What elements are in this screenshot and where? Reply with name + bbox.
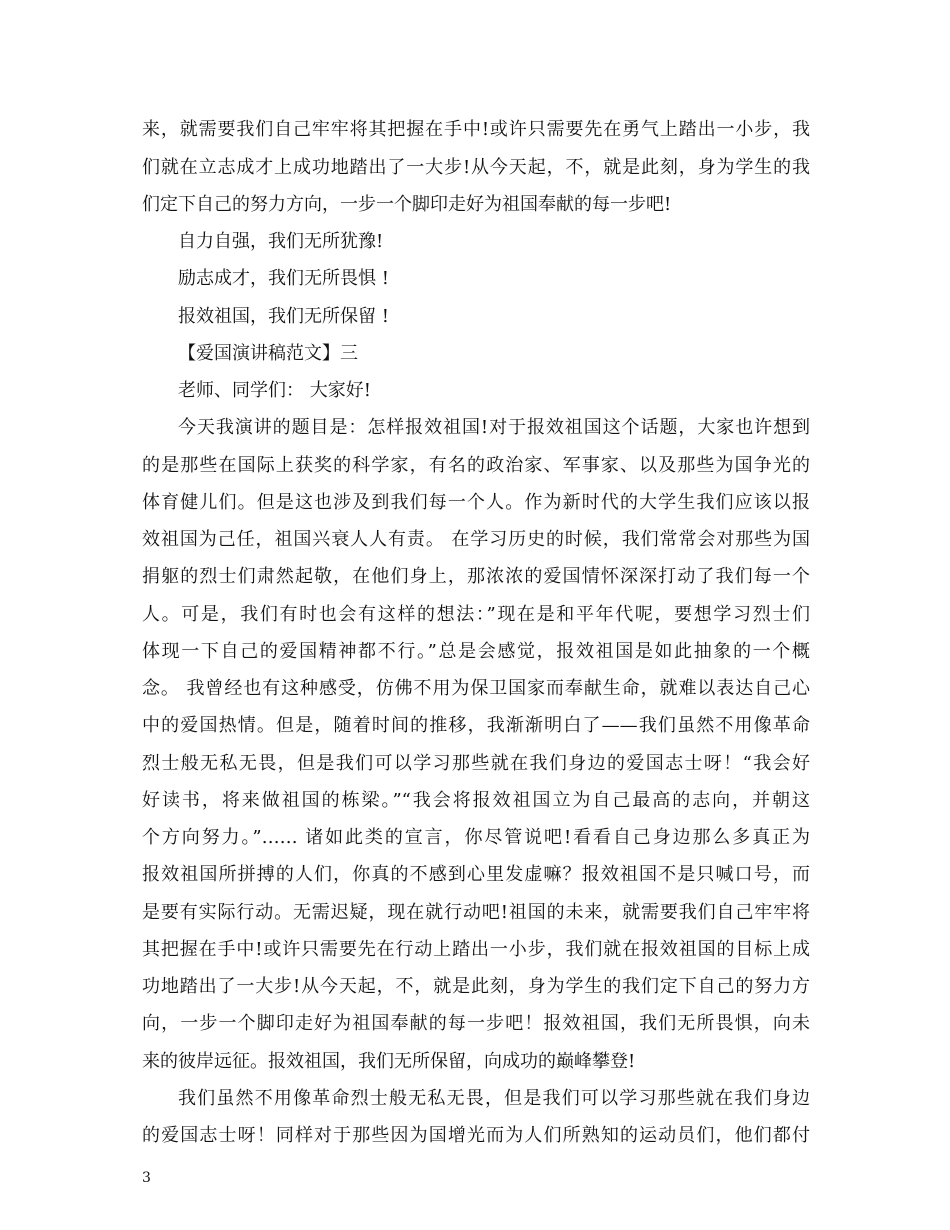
text-line: 自力自强，我们无所犹豫! bbox=[178, 231, 384, 252]
text-line: 报效祖国，我们无所保留 ! bbox=[178, 306, 389, 327]
text-line: 们定下自己的努力方向，一步一个脚印走好为祖国奉献的每一步吧! bbox=[142, 194, 672, 215]
page-number: 3 bbox=[142, 1170, 151, 1186]
text-line: 们就在立志成才上成功地踏出了一大步!从今天起，不，就是此刻，身为学生的我 bbox=[142, 157, 810, 178]
text-line: 来的彼岸远征。报效祖国，我们无所保留，向成功的巅峰攀登! bbox=[142, 1051, 636, 1072]
text-line: 个方向努力。”…… 诸如此类的宣言，你尽管说吧!看看自己身边那么多真正为 bbox=[142, 827, 810, 848]
text-line: 其把握在手中!或许只需要先在行动上踏出一小步，我们就在报效祖国的目标上成 bbox=[142, 939, 810, 960]
text-line: 我们虽然不用像革命烈士般无私无畏，但是我们可以学习那些就在我们身边 bbox=[178, 1088, 810, 1109]
text-line: 来，就需要我们自己牢牢将其把握在手中!或许只需要先在勇气上踏出一小步，我 bbox=[142, 119, 810, 140]
text-line: 的是那些在国际上获奖的科学家，有名的政治家、军事家、以及那些为国争光的 bbox=[142, 455, 810, 476]
text-line: 是要有实际行动。无需迟疑，现在就行动吧!祖国的未来，就需要我们自己牢牢将 bbox=[142, 902, 810, 923]
section-heading: 【爱国演讲稿范文】三 bbox=[178, 343, 358, 364]
text-line: 向，一步一个脚印走好为祖国奉献的每一步吧！报效祖国，我们无所畏惧，向未 bbox=[142, 1013, 810, 1034]
text-line: 报效祖国所拼搏的人们，你真的不感到心里发虚嘛？报效祖国不是只喊口号，而 bbox=[142, 864, 810, 885]
text-line: 人。可是，我们有时也会有这样的想法：”现在是和平年代呢，要想学习烈士们 bbox=[142, 604, 810, 625]
text-line: 捐躯的烈士们肃然起敬，在他们身上，那浓浓的爱国情怀深深打动了我们每一个 bbox=[142, 566, 810, 587]
greeting-line: 老师、同学们： 大家好! bbox=[178, 380, 371, 401]
text-line: 中的爱国热情。但是，随着时间的推移，我渐渐明白了——我们虽然不用像革命 bbox=[142, 715, 810, 736]
text-line: 励志成才，我们无所畏惧 ! bbox=[178, 268, 389, 289]
text-line: 的爱国志士呀！同样对于那些因为国增光而为人们所熟知的运动员们，他们都付 bbox=[142, 1125, 810, 1146]
text-line: 好读书，将来做祖国的栋梁。”“我会将报效祖国立为自己最高的志向，并朝这 bbox=[142, 790, 810, 811]
text-line: 功地踏出了一大步!从今天起，不，就是此刻，身为学生的我们定下自己的努力方 bbox=[142, 976, 810, 997]
text-line: 体育健儿们。但是这也涉及到我们每一个人。作为新时代的大学生我们应该以报 bbox=[142, 492, 810, 513]
text-line: 烈士般无私无畏，但是我们可以学习那些就在我们身边的爱国志士呀！“我会好 bbox=[142, 753, 810, 774]
text-line: 效祖国为己任，祖国兴衰人人有责。 在学习历史的时候，我们常常会对那些为国 bbox=[142, 529, 810, 550]
text-line: 体现一下自己的爱国精神都不行。”总是会感觉，报效祖国是如此抽象的一个概 bbox=[142, 641, 810, 662]
text-line: 今天我演讲的题目是：怎样报效祖国!对于报效祖国这个话题，大家也许想到 bbox=[178, 417, 810, 438]
text-line: 念。 我曾经也有这种感受，仿佛不用为保卫国家而奉献生命，就难以表达自己心 bbox=[142, 678, 810, 699]
